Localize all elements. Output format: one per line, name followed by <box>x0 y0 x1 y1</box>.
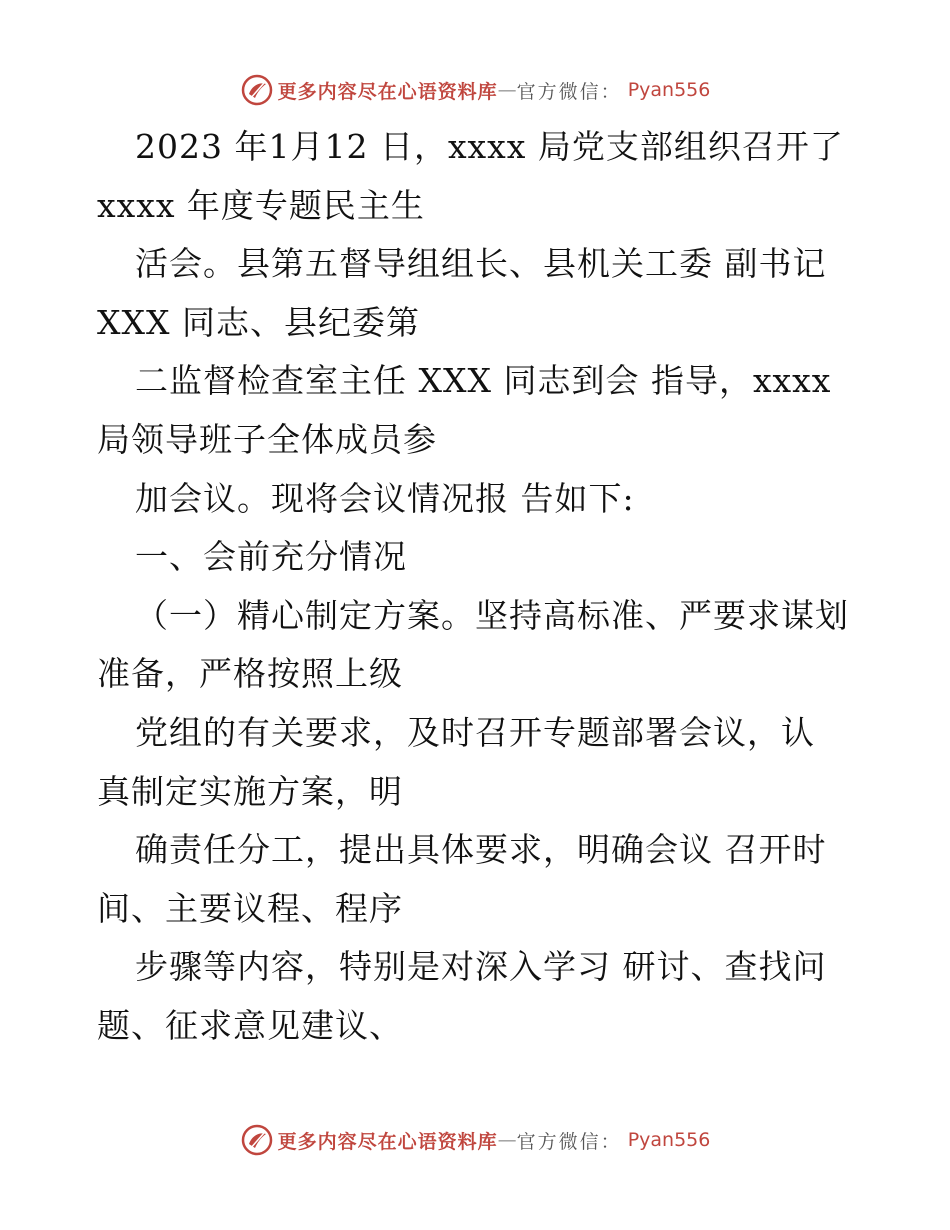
body-line: 间、主要议程、程序 <box>97 888 403 928</box>
watermark-account: Pyan556 <box>627 79 711 101</box>
body-line: 局领导班子全体成员参 <box>97 419 437 459</box>
watermark-dash: — <box>497 1129 517 1151</box>
body-line: 二监督检查室主任 XXX 同志到会 指导，xxxx <box>135 361 832 401</box>
watermark-brand: 更多内容尽在心语资料库 <box>277 80 498 103</box>
watermark-brand: 更多内容尽在心语资料库 <box>277 1130 498 1153</box>
document-body <box>97 118 857 1056</box>
brand-logo-icon <box>240 1123 274 1157</box>
body-line: 加会议。现将会议情况报 告如下: <box>135 478 635 518</box>
watermark-dash: — <box>497 79 517 101</box>
body-line: 活会。县第五督导组组长、县机关工委 副书记 <box>135 244 827 284</box>
brand-logo-icon <box>240 73 274 107</box>
body-line: XXX 同志、县纪委第 <box>97 302 420 342</box>
watermark-official-label: 官方微信： <box>516 1130 622 1153</box>
body-line: 步骤等内容，特别是对深入学习 研讨、查找问 <box>135 947 827 987</box>
body-line: 准备，严格按照上级 <box>97 654 403 694</box>
watermark-official-label: 官方微信： <box>516 80 622 103</box>
body-line: xxxx 年度专题民主生 <box>97 185 425 225</box>
body-line: 党组的有关要求，及时召开专题部署会议，认 <box>135 712 815 752</box>
body-line: 一、会前充分情况 <box>135 537 407 577</box>
body-line: 题、征求意见建议、 <box>97 1005 403 1045</box>
body-line: （一）精心制定方案。坚持高标准、严要求谋划 <box>135 595 849 635</box>
body-line: 2023 年1月12 日，xxxx 局党支部组织召开了 <box>135 127 844 166</box>
body-line: 确责任分工，提出具体要求，明确会议 召开时 <box>135 830 827 870</box>
header-watermark <box>0 70 950 110</box>
footer-watermark <box>0 1120 950 1160</box>
watermark-account: Pyan556 <box>627 1129 711 1151</box>
body-line: 真制定实施方案，明 <box>97 771 403 811</box>
